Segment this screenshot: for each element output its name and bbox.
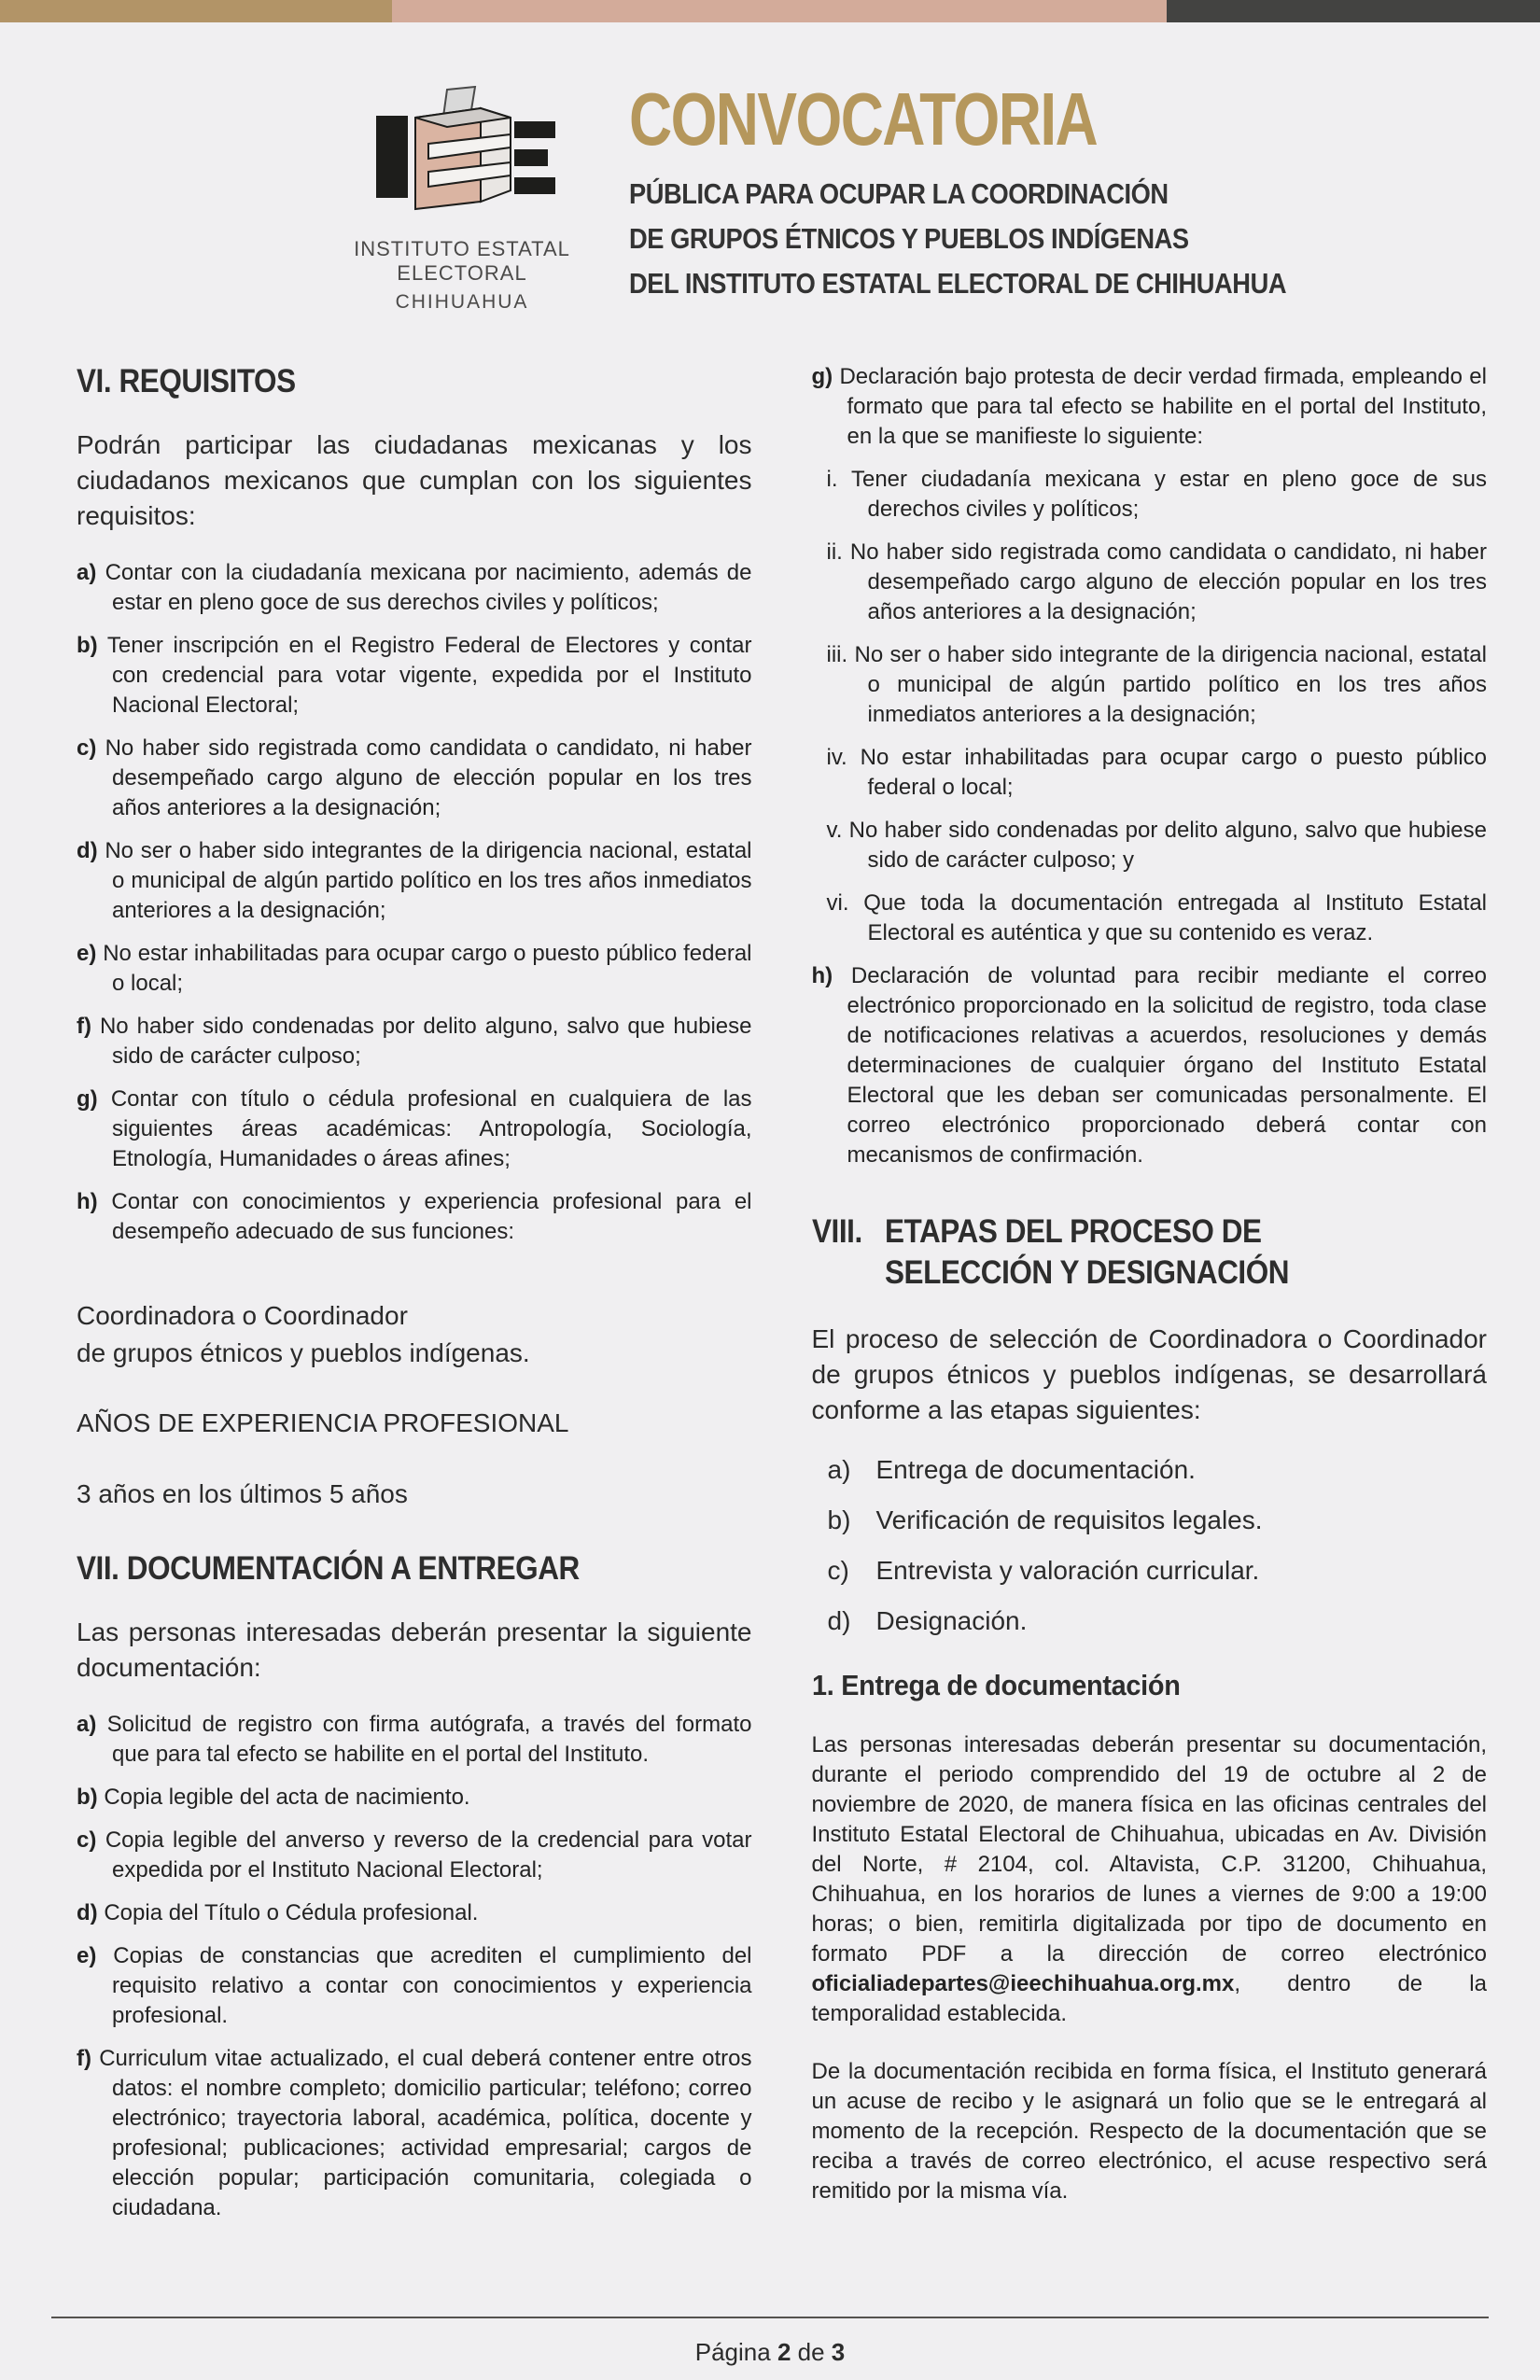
- list-item: [77, 1710, 752, 1770]
- list-item: [77, 1783, 752, 1813]
- title-block: [629, 77, 1376, 314]
- item-text: No haber sido registrada como candidata o candidato, ni haber desempeñado cargo alguno de elección popular en los tres años anteriores a la designación;: [849, 539, 1487, 624]
- experience-value: 3 años en los últimos 5 años: [77, 1479, 408, 1508]
- section-vii-intro: Las personas interesadas deberán presentar la siguiente documentación:: [77, 1617, 752, 1682]
- list-item: [77, 836, 752, 926]
- step-text: Entrega de documentación.: [875, 1455, 1196, 1484]
- roman-item: [827, 889, 1488, 948]
- contact-email: oficialiadepartes@ieechihuahua.org.mx: [811, 1971, 1235, 1996]
- item-text: No estar inhabilitadas para ocupar cargo o puesto público federal o local;: [103, 941, 752, 996]
- item-label: f): [77, 1014, 91, 1039]
- step-label: b): [827, 1505, 851, 1534]
- document-body: [0, 314, 1540, 2236]
- item-label: iii.: [826, 642, 848, 667]
- roman-item: [827, 465, 1488, 525]
- footer-label: Página: [694, 2338, 777, 2366]
- item-label: c): [77, 735, 97, 761]
- step-item: [828, 1603, 1488, 1639]
- list-item: [77, 1826, 752, 1885]
- experience-heading: AÑOS DE EXPERIENCIA PROFESIONAL: [77, 1408, 569, 1437]
- item-label: e): [77, 941, 97, 966]
- item-label: a): [77, 560, 97, 585]
- ballot-box-logo-icon: [361, 86, 563, 228]
- section-vi-intro: Podrán participar las ciudadanas mexicanas y los ciudadanos mexicanos que cumplan con los siguientes requisitos:: [77, 430, 752, 530]
- item-label: d): [77, 838, 98, 863]
- item-text: Declaración bajo protesta de decir verdad firmada, empleando el formato que para tal efecto se habilite en el portal del Instituto, en la que se manifieste lo siguiente:: [839, 364, 1487, 449]
- item-text: Contar con la ciudadanía mexicana por nacimiento, además de estar en pleno goce de sus derechos civiles y políticos;: [105, 560, 752, 615]
- item-text: Solicitud de registro con firma autógrafa, a través del formato que para tal efecto se habilite en el portal del Instituto.: [106, 1712, 752, 1767]
- item-label: h): [811, 963, 833, 988]
- process-steps-list: [812, 1452, 1488, 1639]
- item-label: v.: [826, 818, 843, 843]
- step-text: Verificación de requisitos legales.: [875, 1505, 1263, 1534]
- subtitle-line: DE GRUPOS ÉTNICOS Y PUEBLOS INDÍGENAS: [629, 222, 1189, 255]
- subtitle-line: PÚBLICA PARA OCUPAR LA COORDINACIÓN: [629, 177, 1169, 210]
- item-text: No ser o haber sido integrante de la dirigencia nacional, estatal o municipal de algún partido político en los tres años inmediatos anteriores a la designación;: [854, 642, 1487, 727]
- item-text: No ser o haber sido integrantes de la dirigencia nacional, estatal o municipal de algún partido político en los tres años inmediatos anteriores a la designación;: [105, 838, 752, 923]
- step-text: Entrevista y valoración curricular.: [875, 1556, 1260, 1585]
- list-item: [77, 939, 752, 999]
- item-text: No haber sido registrada como candidata o candidato, ni haber desempeñado cargo alguno de elección popular en los tres años anteriores a la designación;: [105, 735, 752, 820]
- item-text: Tener ciudadanía mexicana y estar en pleno goce de sus derechos civiles y políticos;: [850, 467, 1488, 522]
- step-item: [828, 1553, 1488, 1589]
- item-label: e): [77, 1943, 97, 1968]
- page-title: CONVOCATORIA: [629, 77, 1098, 161]
- roman-item: [827, 816, 1488, 875]
- section-viii-number: VIII.: [811, 1213, 862, 1250]
- step-label: d): [827, 1606, 851, 1635]
- list-item-g: [812, 362, 1488, 452]
- roman-item: [827, 538, 1488, 627]
- section-viii-intro: El proceso de selección de Coordinadora o Coordinador de grupos étnicos y pueblos indígenas, se desarrollará conforme a las etapas siguientes:: [811, 1324, 1487, 1424]
- institute-name-line1: INSTITUTO ESTATAL ELECTORAL: [354, 237, 570, 285]
- item-label: vi.: [826, 890, 849, 916]
- page-subtitle: [629, 172, 1376, 306]
- item-label: b): [77, 633, 98, 658]
- list-item: [77, 2044, 752, 2223]
- paragraph-text: Las personas interesadas deberán presentar su documentación, durante el periodo comprendido del 19 de octubre al 2 de noviembre de 2020, de manera física en las oficinas centrales del Instituto Estatal Electoral de Chihuahua, ubicadas en Av. División del Norte, # 2104, col. Altavista, C.P. 31200, Chihuahua, Chihuahua, en los horarios de lunes a viernes de 9:00 a 19:00 horas; o bien, remitirla digitalizada por tipo de documento en formato PDF a la dirección de correo electrónico: [811, 1732, 1487, 1967]
- list-item: [77, 1941, 752, 2031]
- delivery-paragraph: [812, 1730, 1488, 2029]
- item-text: No haber sido condenadas por delito alguno, salvo que hubiese sido de carácter culposo; y: [848, 818, 1487, 873]
- position-title-block: [77, 1297, 752, 1372]
- item-label: f): [77, 2046, 91, 2071]
- list-item: [77, 631, 752, 721]
- item-label: d): [77, 1900, 98, 1925]
- institute-logo-block: [308, 80, 616, 314]
- section-vi-heading: VI. REQUISITOS: [77, 363, 296, 399]
- page-number: [0, 2338, 1540, 2367]
- item-label: i.: [826, 467, 838, 492]
- top-color-bar: [0, 0, 1540, 22]
- list-item: [77, 1187, 752, 1247]
- section-viii-title-line1: ETAPAS DEL PROCESO DE: [884, 1213, 1262, 1250]
- institute-name-line2: CHIHUAHUA: [395, 291, 529, 313]
- list-item: [77, 1898, 752, 1928]
- item-text: Tener inscripción en el Registro Federal de Electores y contar con credencial para votar vigente, expedida por el Instituto Nacional Electoral;: [106, 633, 752, 718]
- position-line2: de grupos étnicos y pueblos indígenas.: [77, 1338, 530, 1367]
- position-line1: Coordinadora o Coordinador: [77, 1301, 408, 1330]
- item-text: No estar inhabilitadas para ocupar cargo o puesto público federal o local;: [860, 745, 1487, 800]
- item-label: ii.: [826, 539, 843, 565]
- item-text: Contar con título o cédula profesional en cualquiera de las siguientes áreas académicas: Antropología, Sociología, Etnología, Humanidades o áreas afines;: [110, 1086, 752, 1171]
- topbar-segment-dark: [1167, 0, 1540, 22]
- list-item-h: [812, 961, 1488, 1170]
- subtitle-line: DEL INSTITUTO ESTATAL ELECTORAL DE CHIHUAHUA: [629, 267, 1287, 300]
- item-text: Contar con conocimientos y experiencia profesional para el desempeño adecuado de sus funciones:: [111, 1189, 752, 1244]
- document-header: [0, 22, 1540, 314]
- item-text: Copia legible del anverso y reverso de la credencial para votar expedida por el Instituto Nacional Electoral;: [105, 1827, 752, 1883]
- step-item: [828, 1503, 1488, 1538]
- topbar-segment-tan: [0, 0, 392, 22]
- item-text: Curriculum vitae actualizado, el cual deberá contener entre otros datos: el nombre completo; domicilio particular; teléfono; correo electrónico; trayectoria laboral, académica, política, docente y profesional; publicaciones; actividad empresarial; cargos de elección popular; participación comunitaria, colegiada o ciudadana.: [99, 2046, 752, 2220]
- item-text: Copia legible del acta de nacimiento.: [104, 1785, 470, 1810]
- right-column: [812, 362, 1488, 2236]
- receipt-paragraph: De la documentación recibida en forma física, el Instituto generará un acuse de recibo y le asignará un folio que se le entregará al momento de la recepción. Respecto de la documentación que se reciba a través de correo electrónico, el acuse respectivo será remitido por la misma vía.: [811, 2059, 1487, 2204]
- item-text: No haber sido condenadas por delito alguno, salvo que hubiese sido de carácter culposo;: [99, 1014, 752, 1069]
- item-text: Copia del Título o Cédula profesional.: [104, 1900, 479, 1925]
- list-item: [77, 558, 752, 618]
- footer-divider: [51, 2317, 1489, 2318]
- item-label: c): [77, 1827, 97, 1853]
- item-text: Copias de constancias que acrediten el cumplimiento del requisito relativo a contar con conocimientos y experiencia profesional.: [112, 1943, 752, 2028]
- item-label: b): [77, 1785, 98, 1810]
- item-label: iv.: [826, 745, 847, 770]
- section-vii-heading: VII. DOCUMENTACIÓN A ENTREGAR: [77, 1550, 580, 1587]
- step-text: Designación.: [875, 1606, 1028, 1635]
- item-label: h): [77, 1189, 98, 1214]
- list-item: [77, 1085, 752, 1174]
- paragraph-text: , dentro de la temporalidad establecida.: [811, 1971, 1487, 2026]
- item-label: a): [77, 1712, 97, 1737]
- step-label: c): [827, 1556, 849, 1585]
- footer-total-pages: 3: [831, 2338, 846, 2366]
- step-item: [828, 1452, 1488, 1488]
- item-text: Que toda la documentación entregada al Instituto Estatal Electoral es auténtica y que su contenido es veraz.: [863, 890, 1487, 945]
- list-item: [77, 734, 752, 823]
- section-viii-heading: [812, 1211, 1488, 1294]
- topbar-segment-pink: [392, 0, 1167, 22]
- subsection-1-heading: 1. Entrega de documentación: [811, 1669, 1181, 1701]
- left-column: [77, 362, 752, 2236]
- section-viii-title: [885, 1211, 1334, 1294]
- footer-separator: de: [791, 2338, 832, 2366]
- section-viii-title-line2: SELECCIÓN Y DESIGNACIÓN: [884, 1254, 1289, 1291]
- roman-item: [827, 743, 1488, 803]
- item-label: g): [811, 364, 833, 389]
- item-text: Declaración de voluntad para recibir mediante el correo electrónico proporcionado en la solicitud de registro, toda clase de notificaciones relativas a acuerdos, resoluciones y demás determinaciones de cualquier órgano del Instituto Estatal Electoral que les deban ser comunicadas personalmente. El correo electrónico proporcionado deberá contar con mecanismos de confirmación.: [847, 963, 1487, 1168]
- item-label: g): [77, 1086, 98, 1112]
- step-label: a): [827, 1455, 851, 1484]
- roman-item: [827, 640, 1488, 730]
- footer-current-page: 2: [777, 2338, 791, 2366]
- list-item: [77, 1012, 752, 1071]
